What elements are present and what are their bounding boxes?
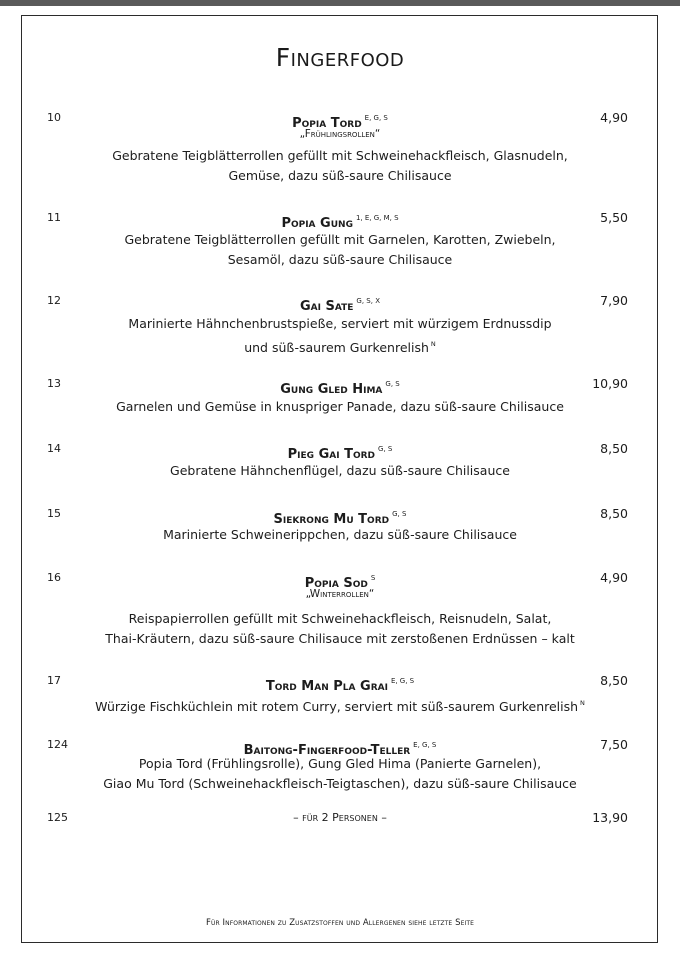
item-description: Gebratene Teigblätterrollen gefüllt mit Schweinehackfleisch, Glasnudeln, Gemüse, dazu süß-saure Chilisauce xyxy=(112,148,568,183)
page-title: Fingerfood xyxy=(275,43,405,72)
item-description: Marinierte Hähnchenbrustspieße, serviert mit würzigem Erdnussdip und süß-saurem Gurkenrelish $^N$ xyxy=(128,316,552,355)
item-number: 13 xyxy=(47,377,61,390)
top-edge-bar xyxy=(0,0,680,6)
item-price: 8,50 xyxy=(600,673,628,688)
item-number: 15 xyxy=(47,507,61,520)
item-price: 10,90 xyxy=(592,376,628,391)
allergen-codes: 1, E, G, M, S xyxy=(355,214,399,222)
item-persons-note: – für 2 Personen – xyxy=(293,811,387,824)
allergen-codes: E, G, S xyxy=(390,677,415,685)
item-description: Gebratene Teigblätterrollen gefüllt mit Garnelen, Karotten, Zwiebeln, Sesamöl, dazu süß-saure Chilisauce xyxy=(124,232,556,267)
item-description: Popia Tord (Frühlingsrolle), Gung Gled Hima (Panierte Garnelen), Giao Mu Tord (Schweinehackfleisch-Teigtaschen), dazu süß-saure Chilisauce xyxy=(103,756,577,791)
item-number: 125 xyxy=(47,811,68,824)
allergen-mark: N xyxy=(580,699,585,707)
allergen-footer-note: Für Informationen zu Zusatzstoffen und Allergenen siehe letzte Seite xyxy=(206,918,474,928)
item-price: 8,50 xyxy=(600,506,628,521)
item-price: 7,50 xyxy=(600,737,628,752)
allergen-codes: S xyxy=(370,574,376,582)
allergen-mark: N xyxy=(430,340,436,348)
item-subtitle: „Winterrollen“ xyxy=(305,588,375,600)
item-name: Gung Gled Hima $^{G, S}$ xyxy=(280,380,400,397)
item-subtitle: „Frühlingsrollen“ xyxy=(299,128,381,140)
item-name: Popia Tord $^{E, G, S}$ xyxy=(292,114,388,131)
item-number: 11 xyxy=(47,211,61,224)
item-name: Popia Sod $^S$ xyxy=(304,574,376,591)
item-number: 12 xyxy=(47,294,61,307)
item-number: 16 xyxy=(47,571,61,584)
item-price: 8,50 xyxy=(600,441,628,456)
allergen-codes: E, G, S xyxy=(364,114,388,122)
item-price: 13,90 xyxy=(592,810,628,825)
item-price: 4,90 xyxy=(600,110,628,125)
item-description: Gebratene Hähnchenflügel, dazu süß-saure Chilisauce xyxy=(170,463,510,478)
item-description: Marinierte Schweinerippchen, dazu süß-saure Chilisauce xyxy=(163,527,517,542)
item-name: Siekrong Mu Tord $^{G, S}$ xyxy=(273,510,407,527)
item-name: Tord Man Pla Grai $^{E, G, S}$ xyxy=(265,677,415,694)
item-description: Reispapierrollen gefüllt mit Schweinehackfleisch, Reisnudeln, Salat, Thai-Kräutern, dazu süß-saure Chilisauce mit zerstoßenen Erdnüssen – kalt xyxy=(105,611,575,646)
item-number: 17 xyxy=(47,674,61,687)
item-name: Pieg Gai Tord $^{G, S}$ xyxy=(287,445,393,462)
item-name: Gai Sate $^{G, S, X}$ xyxy=(299,297,380,314)
allergen-codes: G, S, X xyxy=(356,297,380,305)
item-name: Popia Gung $^{1, E, G, M, S}$ xyxy=(281,214,399,231)
item-number: 10 xyxy=(47,111,61,124)
item-number: 14 xyxy=(47,442,61,455)
item-price: 5,50 xyxy=(600,210,628,225)
allergen-codes: G, S xyxy=(378,445,393,453)
allergen-codes: G, S xyxy=(385,380,400,388)
item-name: Baitong-Fingerfood-Teller $^{E, G, S}$ xyxy=(243,741,437,758)
item-description: Würzige Fischküchlein mit rotem Curry, serviert mit süß-saurem Gurkenrelish $^N$ xyxy=(95,699,585,714)
allergen-codes: E, G, S xyxy=(413,741,437,749)
item-price: 4,90 xyxy=(600,570,628,585)
item-price: 7,90 xyxy=(600,293,628,308)
item-number: 124 xyxy=(47,738,68,751)
allergen-codes: G, S xyxy=(392,510,407,518)
item-description: Garnelen und Gemüse in knuspriger Panade, dazu süß-saure Chilisauce xyxy=(116,399,564,414)
